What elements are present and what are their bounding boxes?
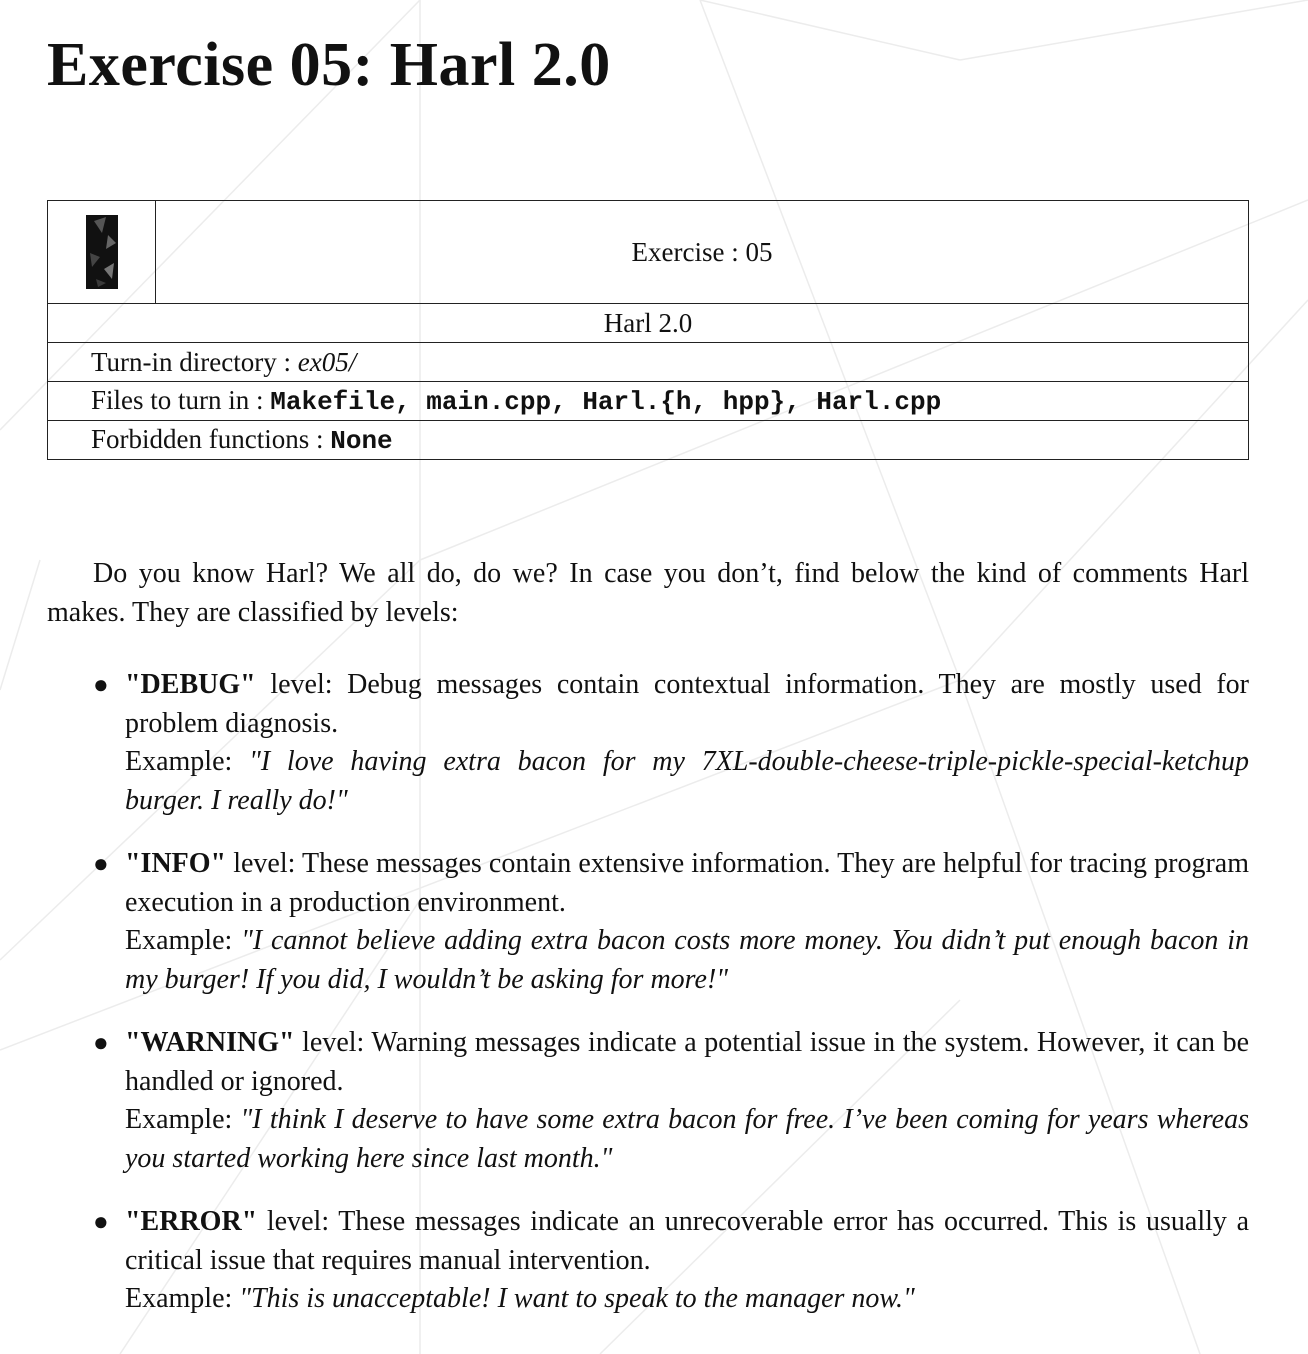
bullet-icon: ● (93, 1207, 109, 1236)
files-value: Makefile, main.cpp, Harl.{h, hpp}, Harl.cpp (270, 387, 942, 417)
table-header-row (48, 201, 1249, 304)
forbidden-label: Forbidden functions : (91, 424, 331, 454)
exercise-number-cell: Exercise : 05 (156, 201, 1249, 304)
levels-list (47, 666, 1249, 1319)
level-name: "ERROR" (125, 1206, 258, 1237)
level-name: "WARNING" (125, 1027, 295, 1058)
level-suffix: level: (257, 1206, 330, 1237)
exercise-name-row (48, 304, 1249, 343)
files-label: Files to turn in : (91, 385, 271, 415)
example-quote: "I love having extra bacon for my 7XL-double-cheese-triple-pickle-special-ketchup burger. I really do!" (125, 746, 1249, 816)
list-item (47, 666, 1249, 820)
intro-paragraph: Do you know Harl? We all do, do we? In case you don’t, find below the kind of comments Harl makes. They are classified by levels: (47, 558, 1249, 628)
example-quote: "I cannot believe adding extra bacon costs more money. You didn’t put enough bacon in my burger! If you did, I wouldn’t be asking for more!" (125, 925, 1249, 995)
example-quote: "I think I deserve to have some extra bacon for free. I’ve been coming for years whereas you started working here since last month." (125, 1104, 1249, 1174)
list-item (47, 1024, 1249, 1178)
logo-cell (48, 201, 156, 304)
level-description (125, 666, 1249, 743)
level-description (125, 1203, 1249, 1280)
bullet-icon: ● (93, 670, 109, 699)
level-text: These messages indicate an unrecoverable error has occurred. This is usually a critical issue that requires manual intervention. (125, 1206, 1249, 1276)
forbidden-cell (48, 421, 1249, 460)
level-example (125, 922, 1249, 999)
level-text: Warning messages indicate a potential issue in the system. However, it can be handled or ignored. (125, 1027, 1249, 1097)
turnin-cell (48, 343, 1249, 382)
example-quote: "This is unacceptable! I want to speak to the manager now." (239, 1283, 915, 1314)
level-example (125, 1101, 1249, 1178)
school-logo-icon (84, 213, 120, 291)
example-label: Example: (125, 925, 242, 956)
turnin-value: ex05/ (297, 346, 357, 377)
exercise-info-table (47, 200, 1249, 460)
bullet-icon: ● (93, 849, 109, 878)
turnin-label: Turn-in directory : (91, 346, 298, 377)
exercise-description (47, 555, 1249, 1344)
files-cell (48, 382, 1249, 421)
level-name: "DEBUG" (125, 669, 256, 700)
level-suffix: level: (226, 848, 296, 879)
level-description (125, 845, 1249, 922)
forbidden-value: None (330, 426, 393, 456)
turnin-row (48, 343, 1249, 382)
level-suffix: level: (294, 1027, 365, 1058)
example-label: Example: (125, 1283, 240, 1314)
example-label: Example: (125, 746, 250, 777)
example-label: Example: (125, 1104, 241, 1135)
level-example (125, 1280, 1249, 1319)
page-title: Exercise 05: Harl 2.0 (47, 31, 611, 99)
list-item (47, 1203, 1249, 1319)
forbidden-row (48, 421, 1249, 460)
files-row (48, 382, 1249, 421)
exercise-name-cell: Harl 2.0 (48, 304, 1249, 343)
level-name: "INFO" (125, 848, 227, 879)
level-description (125, 1024, 1249, 1101)
level-text: These messages contain extensive information. They are helpful for tracing program execution in a production environment. (125, 848, 1249, 918)
list-item (47, 845, 1249, 999)
level-example (125, 743, 1249, 820)
level-text: Debug messages contain contextual information. They are mostly used for problem diagnosis. (125, 669, 1249, 739)
level-suffix: level: (255, 669, 333, 700)
bullet-icon: ● (93, 1028, 109, 1057)
